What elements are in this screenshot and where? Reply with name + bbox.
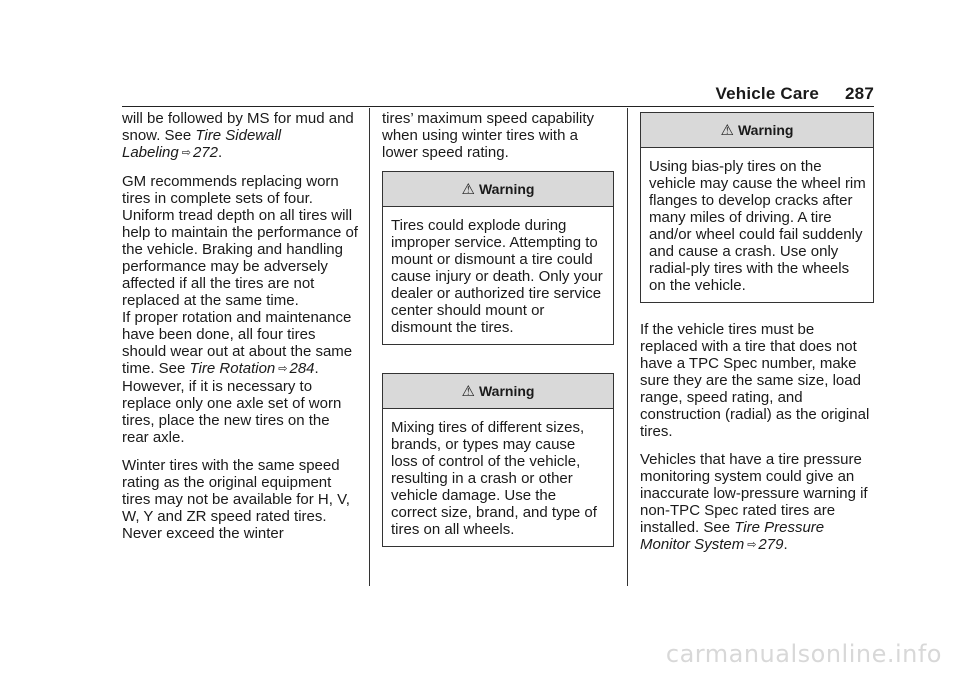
link-tire-rotation[interactable]: Tire Rotation ⇨ 284 (189, 360, 315, 377)
link-tire-sidewall-labeling[interactable]: Tire Sidewall Labeling ⇨ 272 (122, 127, 282, 161)
warning-triangle-icon: ⚠ (461, 181, 475, 198)
warning-box-bias-ply (640, 112, 874, 303)
warning-header: ⚠ Warning (383, 172, 613, 207)
paragraph-rotation: If proper rotation and maintenance have been done, all four tires should wear out at about the same time. See Tire Rotation ⇨ 284. However, if it is necessary to replace only one axle set of worn tires, place the new tires on the rear axle. (122, 309, 353, 446)
paragraph-tpc-spec: If the vehicle tires must be replaced with a tire that does not have a TPC Spec number, make sure they are the same size, load range, speed rating, and construction (radial) as the original tires. (640, 321, 870, 440)
warning-text: Tires could explode during improper service. Attempting to mount or dismount a tire could cause injury or death. Only your dealer or authorized tire service center should mount or dismount the tires. (391, 217, 603, 336)
watermark: carmanualsonline.info (665, 640, 942, 668)
page-number: 287 (845, 84, 874, 103)
section-title: Vehicle Care (715, 84, 820, 103)
warning-box-service (382, 171, 614, 345)
paragraph-mud-snow: will be followed by MS for mud and snow. See Tire Sidewall Labeling ⇨ 272. (122, 110, 354, 161)
column-divider-2 (627, 108, 628, 586)
column-3 (640, 112, 874, 565)
paragraph-tpms: Vehicles that have a tire pressure monitoring system could give an inaccurate low-pressure warning if non-TPC Spec rated tires are installed. See Tire Pressure Monitor System ⇨ 279. (640, 451, 868, 553)
warning-header: ⚠ Warning (383, 374, 613, 409)
header-rule (122, 106, 874, 107)
link-tire-pressure-monitor-system[interactable]: Tire Pressure Monitor System ⇨ 279 (640, 519, 825, 553)
warning-text: Using bias-ply tires on the vehicle may cause the wheel rim flanges to develop cracks after many miles of driving. A tire and/or wheel could fail suddenly and cause a crash. Use only radial-ply tires with the wheels on the vehicle. (649, 158, 866, 294)
page-ref-arrow-icon: ⇨ (181, 147, 191, 159)
warning-header: ⚠ Warning (641, 113, 873, 148)
paragraph-speed-capability: tires’ maximum speed capability when using winter tires with a lower speed rating. (382, 110, 595, 161)
warning-text: Mixing tires of different sizes, brands, or types may cause loss of control of the vehicle, resulting in a crash or other vehicle damage. Use the correct size, brand, and type of tires on all wheels. (391, 419, 597, 538)
page-header (0, 84, 874, 104)
column-1 (122, 110, 358, 553)
column-divider-1 (369, 108, 370, 586)
warning-triangle-icon: ⚠ (461, 383, 475, 400)
page-ref-arrow-icon: ⇨ (747, 539, 757, 551)
warning-box-mixing (382, 373, 614, 547)
paragraph-replace-sets: GM recommends replacing worn tires in complete sets of four. Uniform tread depth on all tires will help to maintain the performance of the vehicle. Braking and handling performance may be adversely affected if all the tires are not replaced at the same time. (122, 173, 358, 309)
paragraph-winter-tires: Winter tires with the same speed rating as the original equipment tires may not be available for H, V, W, Y and ZR speed rated tires. Never exceed the winter (122, 457, 350, 542)
column-2 (382, 110, 614, 547)
warning-triangle-icon: ⚠ (720, 122, 734, 139)
page-ref-arrow-icon: ⇨ (278, 363, 288, 375)
